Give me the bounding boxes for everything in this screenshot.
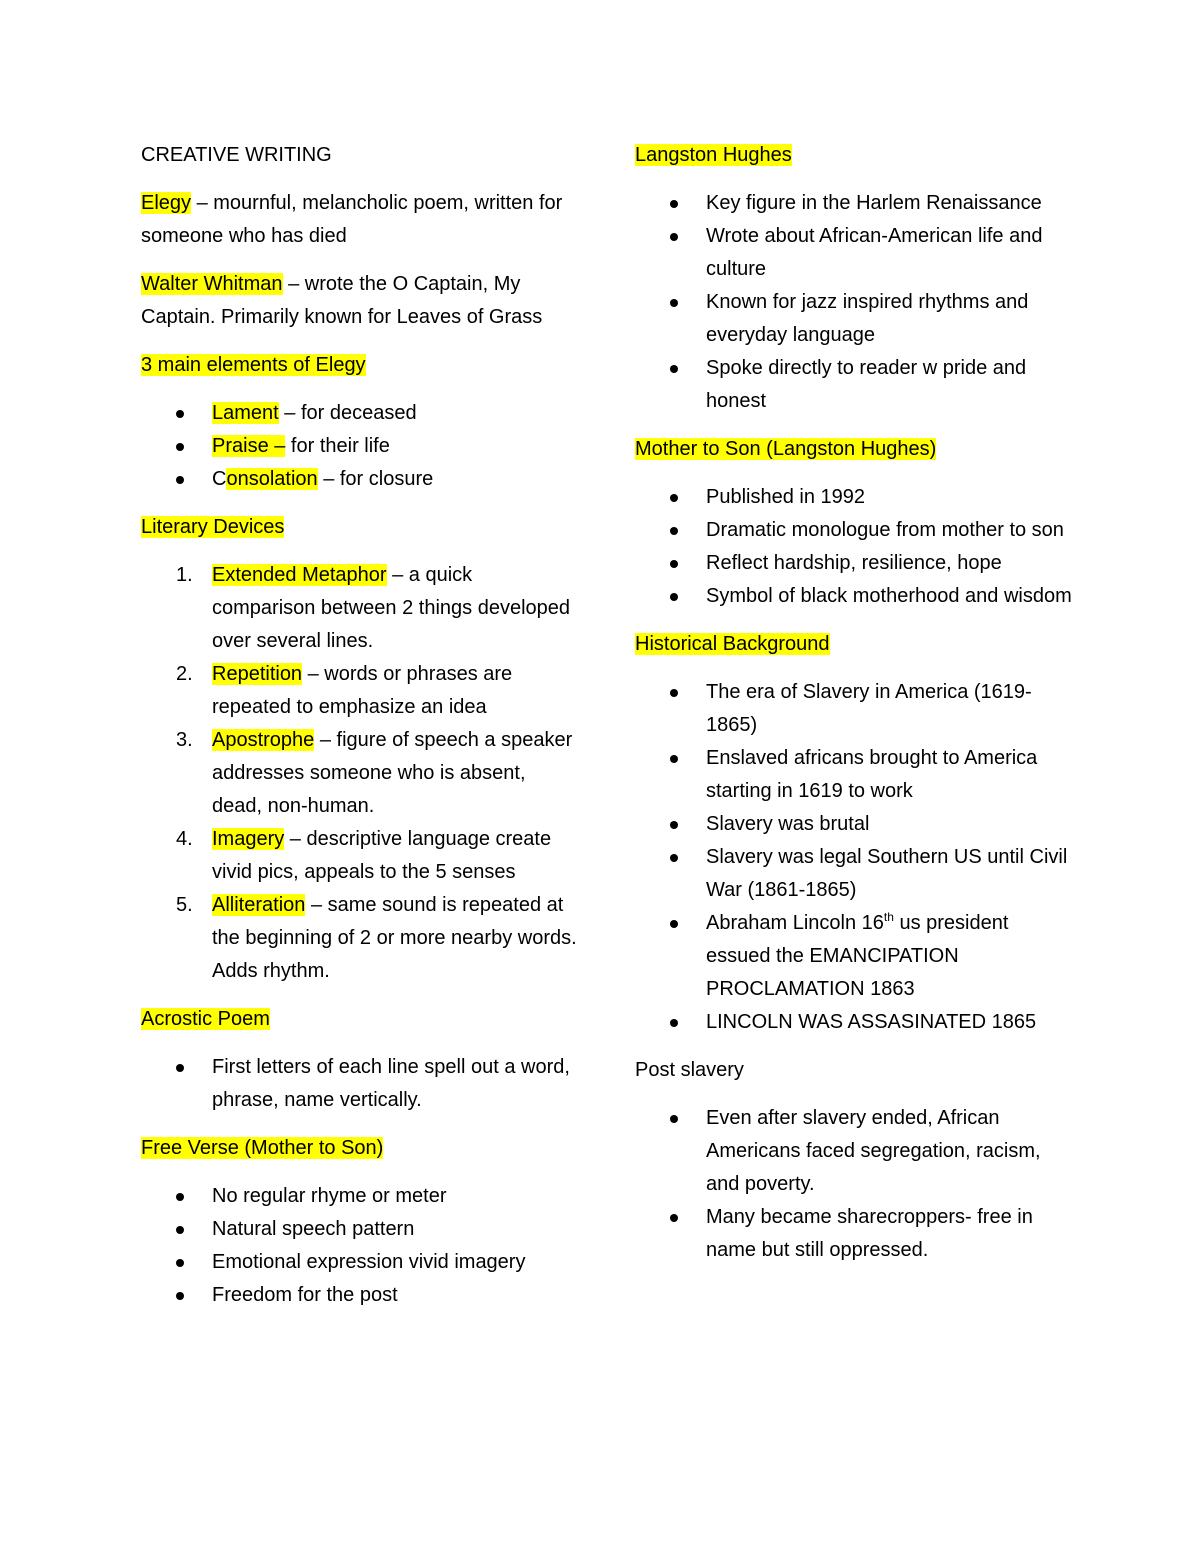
list-item: Spoke directly to reader w pride and honest <box>706 352 1075 418</box>
heading-historical-background: Historical Background <box>635 633 830 655</box>
list-item: First letters of each line spell out a word, phrase, name vertically. <box>212 1051 581 1117</box>
list-item: 4. Imagery – descriptive language create vivid pics, appeals to the 5 senses <box>176 828 552 883</box>
list-item: Reflect hardship, resilience, hope <box>706 547 1075 580</box>
post-slavery-list <box>635 1102 1075 1267</box>
history-list <box>635 676 1075 1039</box>
heading-post-slavery: Post slavery <box>635 1059 744 1081</box>
list-item: Even after slavery ended, African Americans faced segregation, racism, and poverty. <box>706 1102 1075 1201</box>
list-item: Many became sharecroppers- free in name but still oppressed. <box>706 1201 1075 1267</box>
devices-list <box>141 559 581 988</box>
list-item: 5. Alliteration – same sound is repeated at the beginning of 2 or more nearby words. Adds rhythm. <box>176 894 577 982</box>
list-item: Symbol of black motherhood and wisdom <box>706 580 1075 613</box>
elements-list <box>141 397 581 496</box>
term-elegy: Elegy <box>141 192 192 214</box>
list-item: Abraham Lincoln 16th us president essued the EMANCIPATION PROCLAMATION 1863 <box>706 907 1075 1006</box>
free-verse-list <box>141 1180 581 1312</box>
mother-to-son-list <box>635 481 1075 613</box>
list-item: Published in 1992 <box>706 481 1075 514</box>
heading-elements-of-elegy: 3 main elements of Elegy <box>141 354 366 376</box>
heading-langston-hughes: Langston Hughes <box>635 144 792 166</box>
elegy-definition: Elegy – mournful, melancholic poem, written for someone who has died <box>141 192 563 247</box>
list-item: Dramatic monologue from mother to son <box>706 514 1075 547</box>
list-item: Lament – for deceased <box>212 397 581 430</box>
right-column <box>635 139 1075 1282</box>
list-item: LINCOLN WAS ASSASINATED 1865 <box>706 1006 1075 1039</box>
list-item: Slavery was legal Southern US until Civil War (1861-1865) <box>706 841 1075 907</box>
list-item: Emotional expression vivid imagery <box>212 1246 581 1279</box>
heading-mother-to-son: Mother to Son (Langston Hughes) <box>635 438 937 460</box>
acrostic-list <box>141 1051 581 1117</box>
list-item: The era of Slavery in America (1619-1865) <box>706 676 1075 742</box>
list-item: Slavery was brutal <box>706 808 1075 841</box>
list-item: No regular rhyme or meter <box>212 1180 581 1213</box>
list-item: Known for jazz inspired rhythms and everyday language <box>706 286 1075 352</box>
list-item: Natural speech pattern <box>212 1213 581 1246</box>
list-item: Freedom for the post <box>212 1279 581 1312</box>
list-item: 1. Extended Metaphor – a quick comparison between 2 things developed over several lines. <box>176 564 571 652</box>
page-title: CREATIVE WRITING <box>141 144 332 166</box>
list-item: 2. Repetition – words or phrases are repeated to emphasize an idea <box>176 663 513 718</box>
heading-free-verse: Free Verse (Mother to Son) <box>141 1137 384 1159</box>
left-column <box>141 139 581 1327</box>
list-item: Enslaved africans brought to America starting in 1619 to work <box>706 742 1075 808</box>
list-item: 3. Apostrophe – figure of speech a speaker addresses someone who is absent, dead, non-human. <box>176 729 573 817</box>
list-item: Consolation – for closure <box>212 463 581 496</box>
term-walter-whitman: Walter Whitman <box>141 273 283 295</box>
heading-acrostic-poem: Acrostic Poem <box>141 1008 270 1030</box>
list-item: Praise – for their life <box>212 430 581 463</box>
hughes-list <box>635 187 1075 418</box>
list-item: Wrote about African-American life and culture <box>706 220 1075 286</box>
whitman-definition: Walter Whitman – wrote the O Captain, My Captain. Primarily known for Leaves of Grass <box>141 273 543 328</box>
heading-literary-devices: Literary Devices <box>141 516 285 538</box>
list-item: Key figure in the Harlem Renaissance <box>706 187 1075 220</box>
